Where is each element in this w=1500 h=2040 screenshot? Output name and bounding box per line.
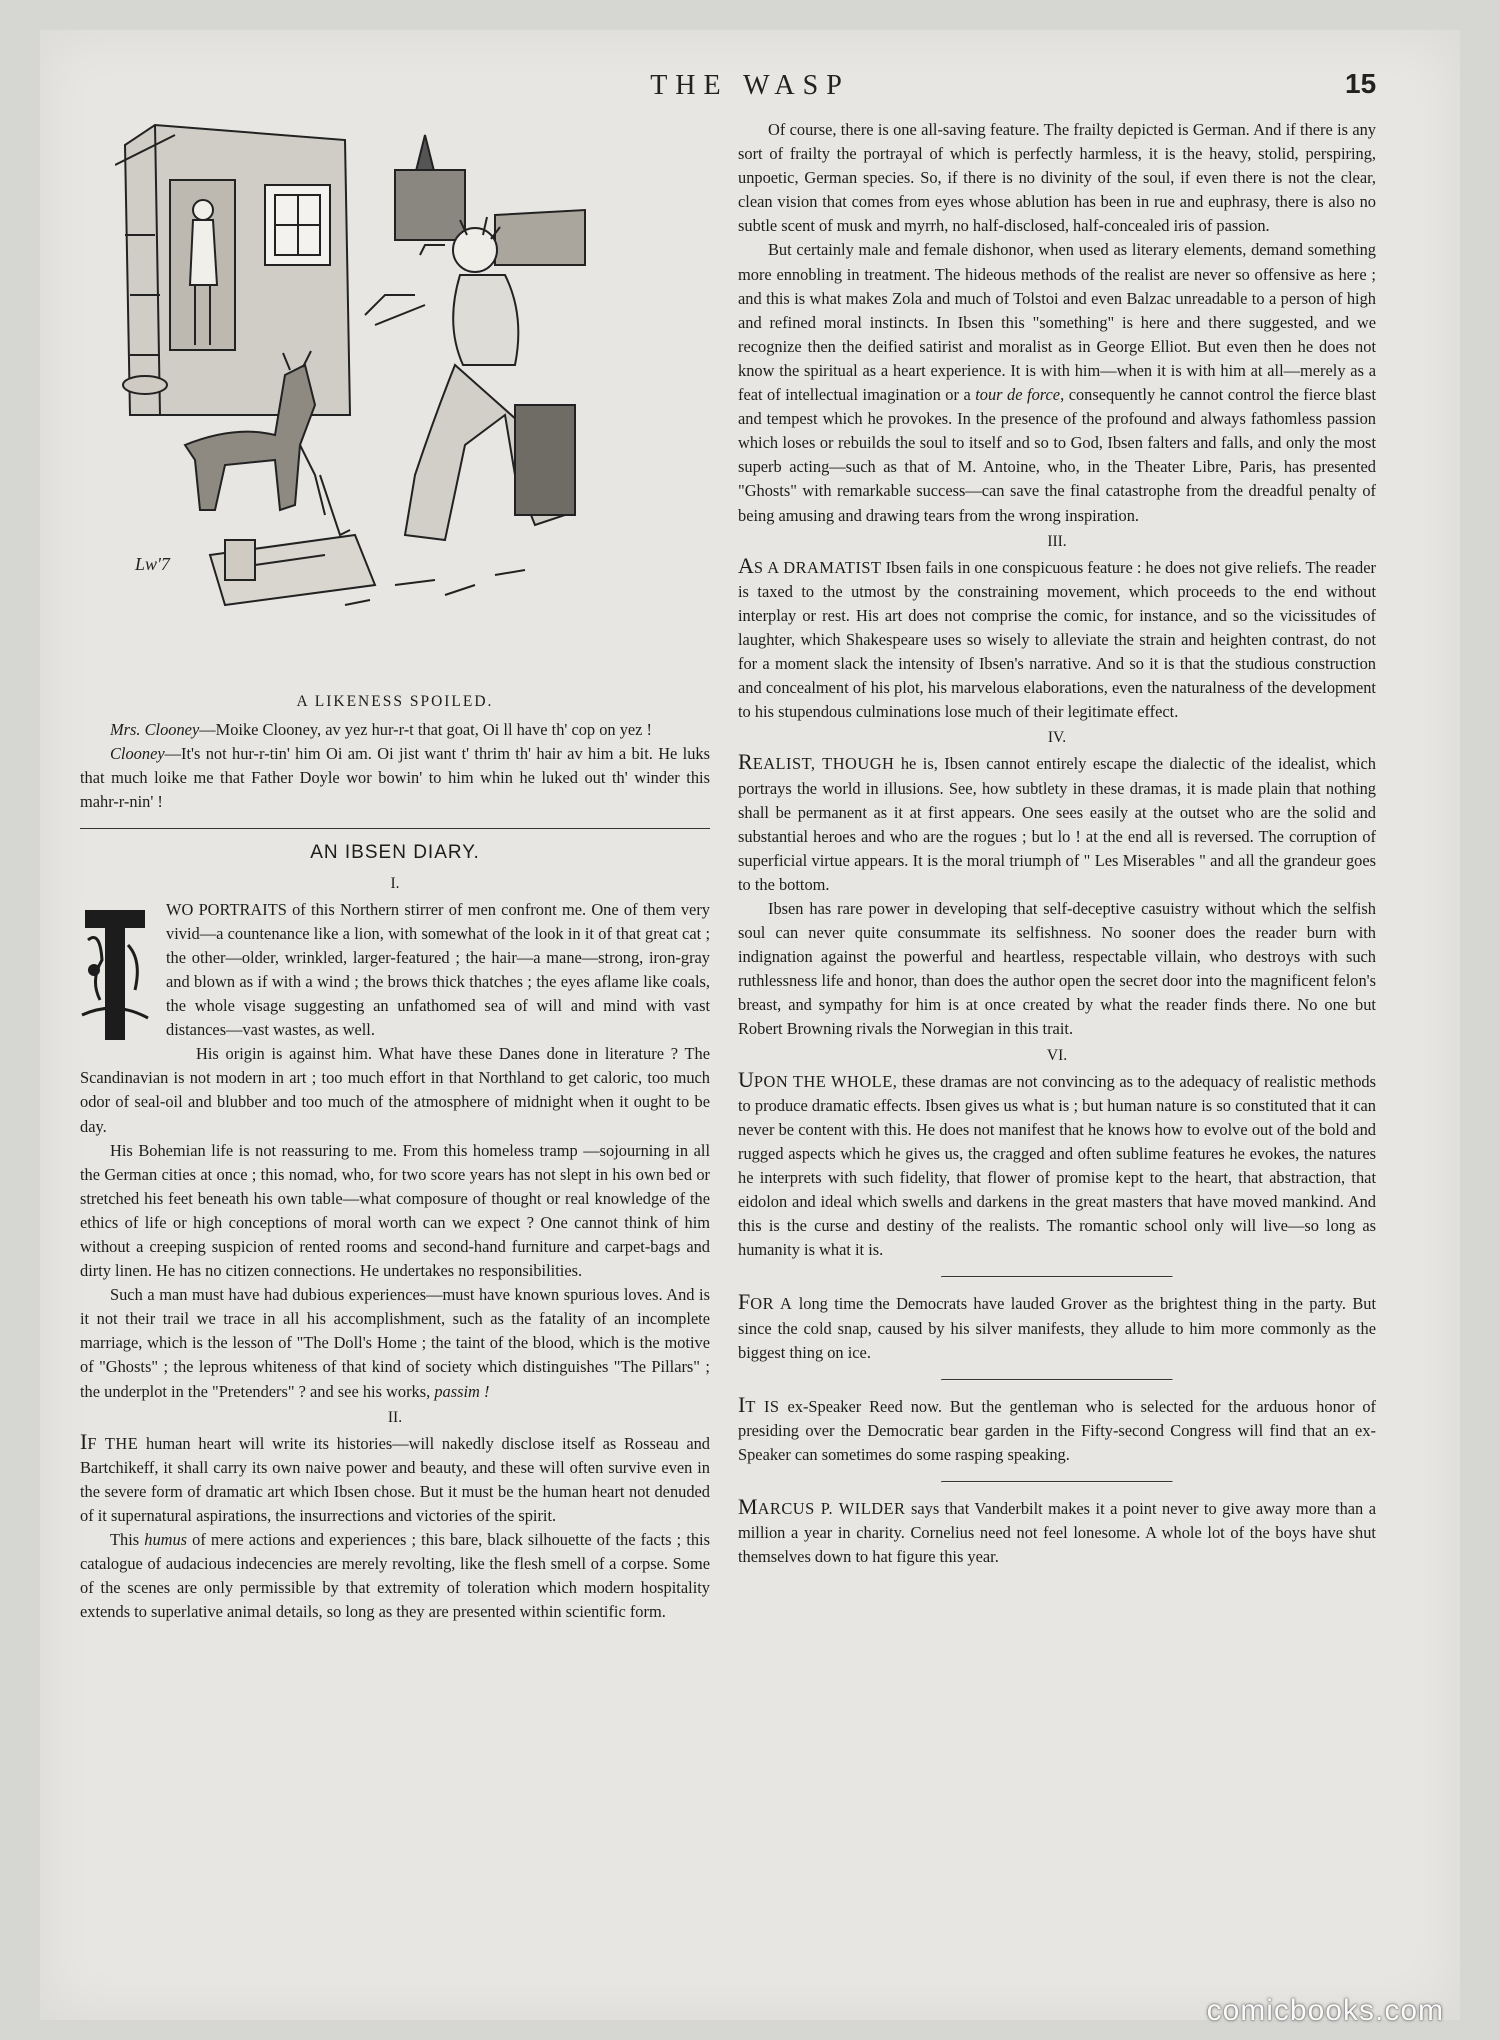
editorial-paragraph: IT IS ex-Speaker Reed now. But the gentleman who is selected for the arduous honor of presiding over the Democratic bear garden in the Fifty-second Congress will find that an ex-Speaker can sometimes do some rasping speaking. <box>738 1391 1376 1464</box>
section-number: IV. <box>1047 729 1067 747</box>
hillbilly-goat-cartoon-illustration <box>115 115 680 685</box>
article-paragraph: Such a man must have had dubious experiences—must have known spurious loves. And is it not their trail we trace in all his accomplishment, such as the fatality of an incomplete marriage, which is the lesson of "The Doll's Home ; the taint of the blood, which is the motive of "Ghosts" ; the leprous whiteness of that kind of society which distinguishes "The Pillars" ; the underplot in the "Pretenders" ? and see his works, passim ! <box>80 1285 710 1401</box>
artist-signature: Lw'7 <box>135 554 170 574</box>
article-paragraph: IF THE human heart will write its histories—will nakedly disclose itself as Rosseau and Bartchikeff, it shall carry its own naive power and beauty, and these will often survive even in the severe form of dramatic art which Ibsen chose. But it must be the human heart not denuded of it supernatural aspirations, the insurrections and victories of the spirit. <box>80 1428 710 1525</box>
article-paragraph: WO PORTRAITS of this Northern stirrer of men confront me. One of them very vivid—a countenance like a lion, with somewhat of the look in it of that great cat ; the other—older, wrinkled, larger-featured ; the hair—a mane—strong, iron-gray and blown as if with a wind ; the brows thick thatches ; the eyes aflame like coals, the whole visage suggesting an unfathomed sea of will and mind with vast distances—vast wastes, as well. <box>166 899 710 1040</box>
cartoon-dialogue <box>80 718 710 814</box>
article-paragraph: But certainly male and female dishonor, when used as literary elements, demand something more ennobling in treatment. The hideous methods of the realist are never so offensive as here ; and this is what makes Zola and much of Tolstoi and even Balzac unreadable to a person of high and refined moral instincts. In Ibsen this "something" is here and there suggested, and we recognize then the deified satirist and moralist as in George Elliot. But even then he does not know the spiritual as a heart experience. It is with him—when it is with him at all—merely as a feat of intellectual imagination or a tour de force, consequently he cannot control the fierce blast and tempest which he provokes. In the presence of the profound and always fathomless passion which loses or rebuilds the soul to itself and so to God, Ibsen falters and falls, and only the most superb acting—such as that of M. Antoine, who, in the Theater Libre, Paris, has presented "Ghosts" with remarkable success—can save the final catastrophe from the dreadful penalty of being amusing and drawing tears from the wrong inspiration. <box>738 240 1376 525</box>
article-paragraph: This humus of mere actions and experiences ; this bare, black silhouette of the facts ; this catalogue of audacious indecencies are merely revolting, like the flesh smell of a corpse. Some of the scenes are only permissible by that extremity of toleration which modern hospitality extends to superlative animal details, so long as they are presented within scientific form. <box>80 1530 710 1622</box>
section-number: II. <box>387 1408 403 1426</box>
article-paragraph: His Bohemian life is not reassuring to me. From this homeless tramp —sojourning in all the German cities at once ; this nomad, who, for two score years has not slept in his own bed or stretched his feet beneath his own table—what composure of thought or real knowledge of the ethics of life or high conceptions of moral worth can we expect ? One cannot think of him without a creeping suspicion of rented rooms and second-hand furniture and carpet-bags and dirty linen. He has no citizen connections. He undertakes no responsibilities. <box>80 1140 710 1281</box>
dialogue-line: Mrs. Clooney—Moike Clooney, av yez hur-r-t that goat, Oi ll have th' cop on yez ! <box>110 720 652 740</box>
section-divider <box>941 1276 1173 1278</box>
article-paragraph: REALIST, THOUGH he is, Ibsen cannot entirely escape the dialectic of the idealist, which portrays the world in illusions. See, how subtlety in these dramas, it is made plain that nothing shall be permanent as it at first appears. One sees easily at the outset who are the solid and substantial heroes and who are the rogues ; but lo ! at the end all is reversed. The corruption of superficial virtue appears. It is the moral triumph of " Les Miserables " and all the grandeur goes to the bottom. <box>738 749 1376 894</box>
left-column <box>80 690 710 1624</box>
right-column <box>738 118 1376 1569</box>
article-title: AN IBSEN DIARY. <box>310 842 480 864</box>
article-paragraph: Of course, there is one all-saving feature. The frailty depicted is German. And if there is any sort of frailty the portrayal of which is perfectly harmless, it is the heavy, stolid, perspiring, unpoetic, German species. So, if there is no divinity of the soul, if even there is not the clear, clean vision that comes from eyes whose ablution has been in rue and euphrasy, there is also no subtle scent of musk and myrrh, no half-disclosed, half-concealed iris of passion. <box>738 120 1376 236</box>
section-divider <box>80 828 710 829</box>
editorial-paragraph: FOR A long time the Democrats have lauded Grover as the brightest thing in the party. But since the cold snap, caused by his silver manifests, they allude to him more commonly as the biggest thing on ice. <box>738 1289 1376 1362</box>
dialogue-line: Clooney—It's not hur-r-tin' him Oi am. Oi jist want t' thrim th' hair av him a bit. He luks that much loike me that Father Doyle wor bowin' to him whin he luked out th' winder this mahr-r-nin' ! <box>80 744 710 812</box>
masthead-title: THE WASP <box>650 70 850 101</box>
watermark-text: comicbooks.com <box>1206 1994 1444 2027</box>
section-divider <box>941 1481 1173 1483</box>
section-divider <box>941 1379 1173 1381</box>
article-paragraph: Ibsen has rare power in developing that self-deceptive casuistry without which the selfish soul can never quite consummate its selfishness. No sooner does the reader burn with indignation against the powerful and heartless, respectable villain, who destroys with such ruthlessness life and honor, than does the author open the secret door into the magnificent felon's breast, and sympathy for him is at once created by what the reader finds there. No one but Robert Browning rivals the Norwegian in this trait. <box>738 899 1376 1039</box>
article-paragraph: UPON THE WHOLE, these dramas are not convincing as to the adequacy of realistic methods to produce dramatic effects. Ibsen gives us what is ; but human nature is so constituted that it can never be content with this. He does not manifest that he knows how to evolve out of the bold and rugged aspects which he gives us, the cragged and often sublime features he evokes, the natures he interprets with such fidelity, that flower of promise kept to the heart, that abstraction, that eidolon and ideal which swells and darkens in the great masters that have moved mankind. And this is the curse and destiny of the realists. The romantic school only will live—so long as humanity is what it is. <box>738 1066 1376 1260</box>
editorial-paragraph: MARCUS P. WILDER says that Vanderbilt makes it a point never to give away more than a million a year in charity. Cornelius need not feel lonesome. A whole lot of the boys have shut themselves down to hat figure this year. <box>738 1493 1376 1567</box>
section-number: III. <box>1047 532 1067 550</box>
section-number: I. <box>390 874 400 892</box>
page-number: 15 <box>1345 68 1377 99</box>
article-paragraph: AS A DRAMATIST Ibsen fails in one conspicuous feature : he does not give reliefs. The reader is taxed to the utmost by the constraining movement, which proceeds to the end without interplay or rest. His art does not comprise the comic, for instance, and so the vicissitudes of laughter, which Shakespeare uses so wisely to alleviate the strain and heighten contrast, do not for a moment slack the intensity of Ibsen's narrative. And so it is that the studious construction and concealment of his plot, his marvelous elaborations, even the naturalness of the development to his stupendous culminations lose much of their legitimate effect. <box>738 552 1376 722</box>
article-paragraph: His origin is against him. What have these Danes done in literature ? The Scandinavian is not modern in art ; too much effort in that Northland to get caloric, too much odor of seal-oil and blubber and too much of the atmosphere of midnight when it ought to be day. <box>80 1044 710 1136</box>
ornamental-T-initial-icon <box>80 900 150 1050</box>
cartoon-caption-title: A LIKENESS SPOILED. <box>296 693 494 710</box>
section-number: VI. <box>1046 1046 1068 1064</box>
